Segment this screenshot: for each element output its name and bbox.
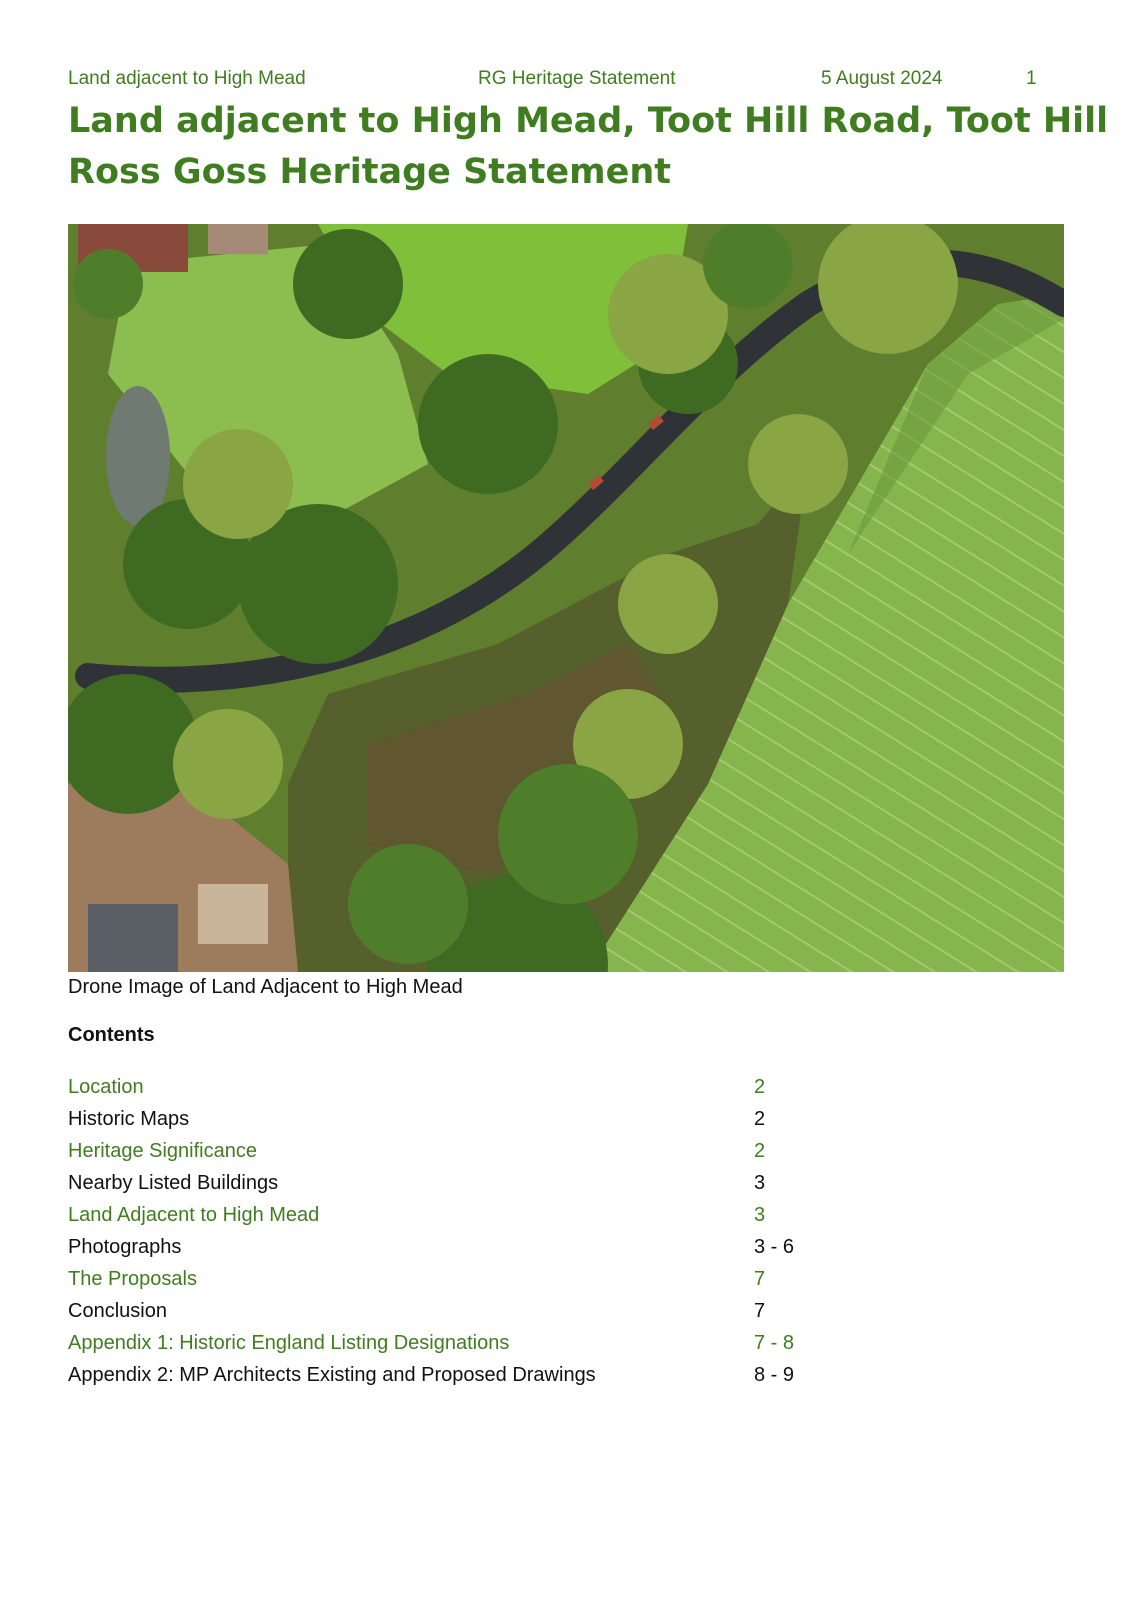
toc-item-location[interactable]	[68, 1071, 828, 1103]
header-document-type: RG Heritage Statement	[478, 68, 676, 89]
toc-item-page: 8 - 9	[754, 1364, 795, 1386]
toc-item-land-adjacent[interactable]	[68, 1199, 828, 1231]
toc-item-proposals[interactable]	[68, 1263, 828, 1295]
toc-item-page: 2	[754, 1140, 766, 1162]
toc-item-page: 3	[754, 1172, 766, 1194]
document-title-line-1: Land adjacent to High Mead, Toot Hill Road, Toot Hill	[68, 101, 1109, 141]
header-page-number: 1	[1026, 68, 1037, 89]
document-title	[68, 96, 1109, 198]
toc-item-title: Land Adjacent to High Mead	[68, 1204, 320, 1226]
toc-item-page: 7 - 8	[754, 1332, 795, 1354]
toc-item-title: The Proposals	[68, 1268, 197, 1290]
toc-item-title: Photographs	[68, 1236, 182, 1258]
contents-heading: Contents	[68, 1024, 155, 1046]
toc-item-page: 7	[754, 1300, 766, 1322]
toc-item-heritage-significance[interactable]	[68, 1135, 828, 1167]
toc-item-photographs[interactable]	[68, 1231, 828, 1263]
toc-item-appendix-2[interactable]	[68, 1359, 828, 1391]
toc-item-page: 2	[754, 1108, 766, 1130]
drone-photo	[68, 224, 1064, 972]
toc-item-page: 3 - 6	[754, 1236, 795, 1258]
header-date: 5 August 2024	[821, 68, 943, 89]
toc-item-conclusion[interactable]	[68, 1295, 828, 1327]
photo-caption: Drone Image of Land Adjacent to High Mead	[68, 976, 463, 998]
toc-item-title: Historic Maps	[68, 1108, 190, 1130]
toc-item-title: Conclusion	[68, 1300, 167, 1322]
toc-item-historic-maps[interactable]	[68, 1103, 828, 1135]
toc-item-appendix-1[interactable]	[68, 1327, 828, 1359]
toc-item-page: 3	[754, 1204, 766, 1226]
table-of-contents	[68, 1071, 828, 1391]
running-header	[68, 68, 1040, 96]
toc-item-page: 7	[754, 1268, 766, 1290]
toc-item-title: Nearby Listed Buildings	[68, 1172, 279, 1194]
toc-item-title: Location	[68, 1076, 144, 1098]
toc-item-title: Appendix 2: MP Architects Existing and Proposed Drawings	[68, 1364, 596, 1386]
document-title-line-2: Ross Goss Heritage Statement	[68, 152, 671, 192]
toc-item-page: 2	[754, 1076, 766, 1098]
toc-item-title: Appendix 1: Historic England Listing Designations	[68, 1332, 510, 1354]
header-document-short-title: Land adjacent to High Mead	[68, 68, 306, 89]
drone-photo-illustration	[68, 224, 1064, 972]
toc-item-title: Heritage Significance	[68, 1140, 257, 1162]
toc-item-nearby-listed-buildings[interactable]	[68, 1167, 828, 1199]
